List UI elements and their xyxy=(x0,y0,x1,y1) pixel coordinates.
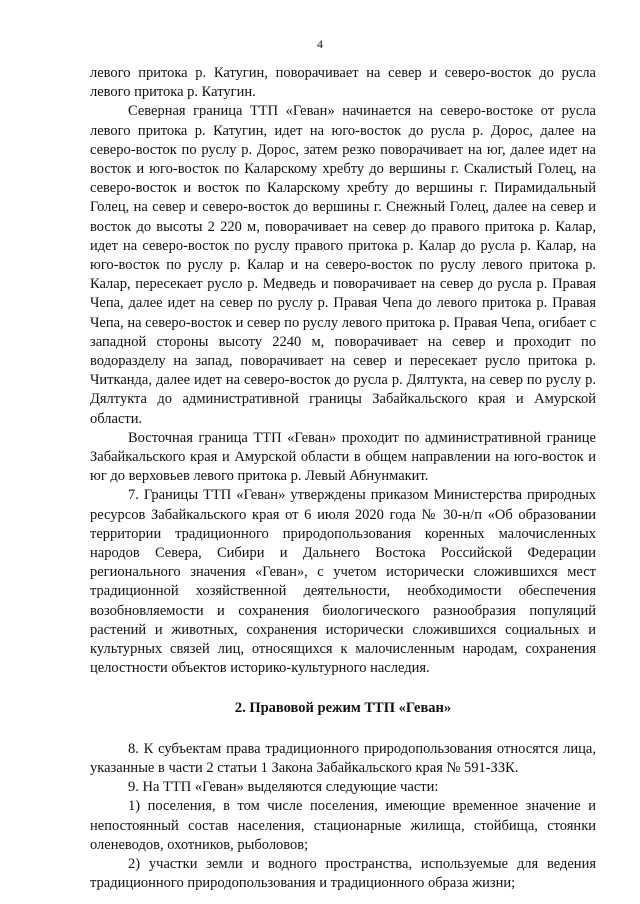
page-number: 4 xyxy=(317,37,323,51)
paragraph-item-8: 8. К субъектам права традиционного природопользования относятся лица, указанные в части 2 статьи 1 Закона Забайкальского края № 591-ЗЗК. xyxy=(90,740,596,776)
paragraph-continuation: левого притока р. Катугин, поворачивает на север и северо-восток до русла левого притока р. Катугин. xyxy=(90,65,596,101)
paragraph-item-7: 7. Границы ТТП «Геван» утверждены приказом Министерства природных ресурсов Забайкальского края от 6 июля 2020 года № 30-н/п «Об образовании территории традиционного природопользования коренных малочисленных народов Севера, Сибири и Дальнего Востока Российской Федерации регионального значения «Геван», с учетом исторически сложившихся мест традиционной хозяйственной деятельности, необходимости обеспечения возобновляемости и сохранения биологического разнообразия популяций растений и животных, сохранения исторически сложившихся социальных и культурных связей лиц, относящихся к малочисленным народам, сохранения целостности объектов историко-культурного наследия. xyxy=(90,487,596,677)
paragraph-item-9: 9. На ТТП «Геван» выделяются следующие части: xyxy=(128,779,439,796)
document-body xyxy=(90,64,596,893)
section-heading: 2. Правовой режим ТТП «Геван» xyxy=(234,699,452,716)
paragraph-subitem-1: 1) поселения, в том числе поселения, имеющие временное значение и непостоянный состав населения, стационарные жилища, стойбища, стоянки оленеводов, охотников, рыболовов; xyxy=(90,798,596,853)
paragraph-subitem-2: 2) участки земли и водного пространства, используемые для ведения традиционного природопользования и традиционного образа жизни; xyxy=(90,855,596,892)
paragraph-eastern-border: Восточная граница ТТП «Геван» проходит по административной границе Забайкальского края и Амурской области в общем направлении на юго-восток и юг до верховьев левого притока р. Левый Абнунмакит. xyxy=(90,429,596,485)
paragraph-northern-border: Северная граница ТТП «Геван» начинается на северо-востоке от русла левого притока р. Катугин, идет на юго-восток до русла р. Дорос, далее на северо-восток по руслу р. Дорос, затем резко поворачивает на юг, далее идет на восток и юго-восток по Каларскому хребту до вершины г. Скалистый Голец, на северо-восток и восток по Каларскому хребту до вершины г. Пирамидальный Голец, на север и северо-восток до вершины г. Снежный Голец, далее на север и восток до высоты 2 220 м, поворачивает на север до правого притока р. Калар, идет на северо-восток по руслу правого притока р. Калар до русла р. Калар, на юго-восток по руслу р. Калар и на северо-восток по руслу левого притока р. Калар, пересекает русло р. Медведь и поворачивает на север до русла р. Правая Чепа, далее идет на север по руслу р. Правая Чепа до левого притока р. Правая Чепа, на северо-восток и север по руслу левого притока р. Правая Чепа, огибает с западной стороны высоту 2240 м, поворачивает на север и проходит по водоразделу на запад, поворачивает на север и пересекает русло притока р. Читканда, далее идет на северо-восток до русла р. Дялтукта, на север по руслу р. Дялтукта до административной границы Забайкальского края и Амурской области. xyxy=(90,103,596,427)
